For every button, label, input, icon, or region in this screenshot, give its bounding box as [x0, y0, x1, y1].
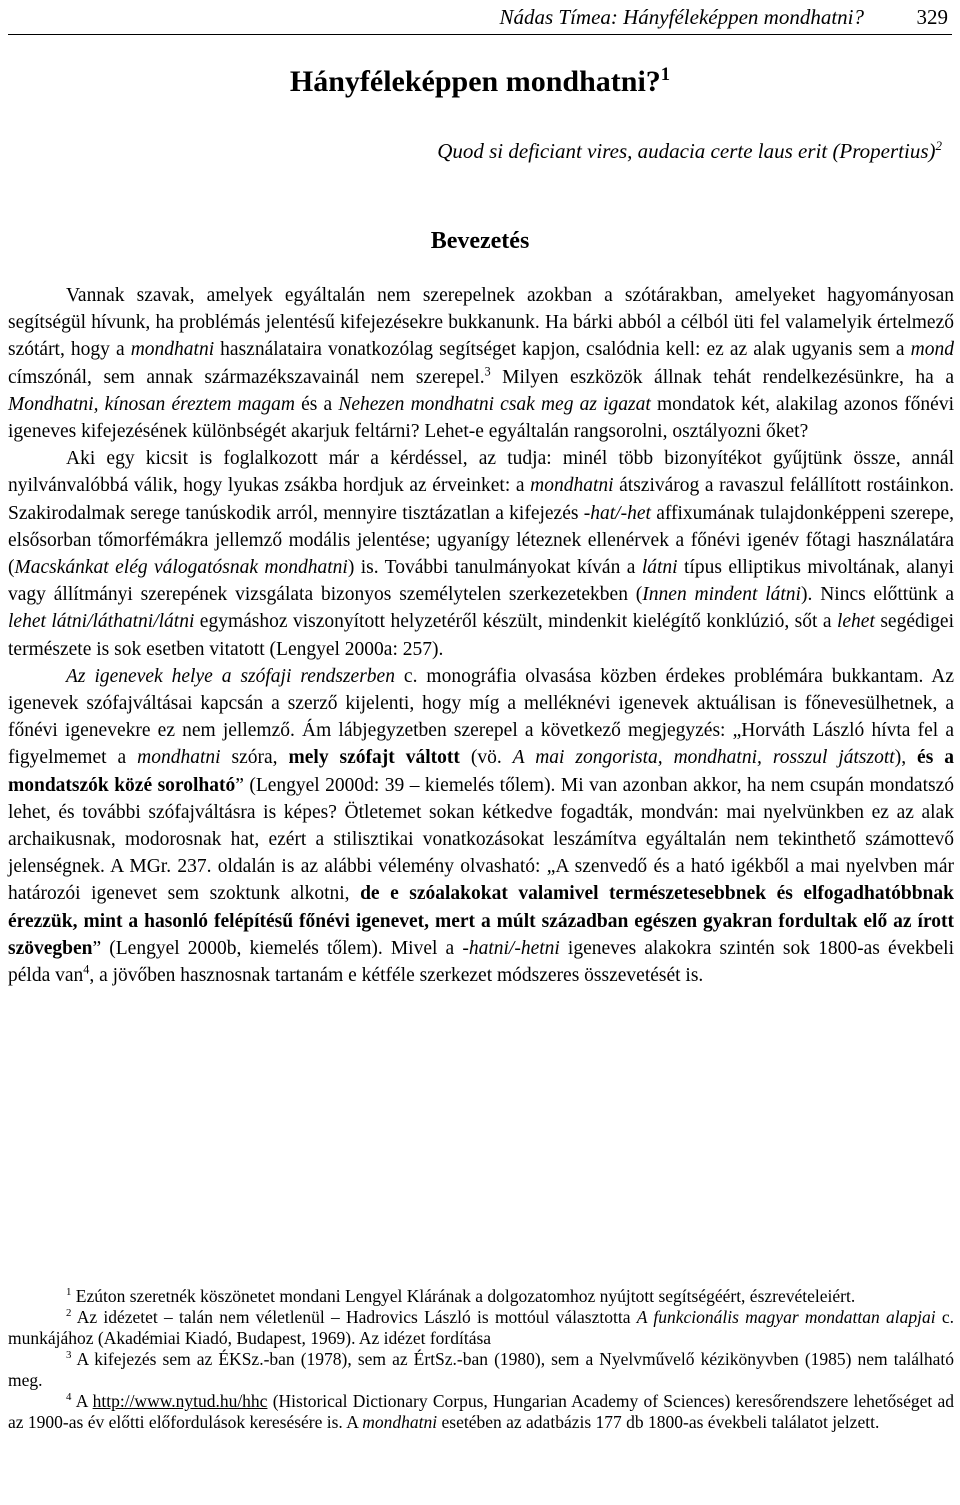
paragraph-2	[8, 445, 954, 663]
italic-run: Innen mindent látni	[642, 584, 801, 606]
bold-run: és a mondatszók közé sorolható	[8, 747, 955, 796]
text-run: c. monográfia olvasása közben érdekes problémára bukkantam. Az igenevek szófajváltásai kapcsán a szerző kijelenti, hogy míg a melléknévi igenevek aktuálisan is főnevesülhetnek, a főnévi igenevekre ez nem jellemző. Ám lábjegyzetben szerepel a következő megjegyzés: „Horváth László hívta fel a figyelmemet a	[8, 665, 954, 769]
text-run: átszivárog a ravaszul felállított rostáinkon. Szakirodalmak serege tanúskodik arról, mennyire tisztázatlan a kifejezés	[8, 475, 954, 524]
footnote-text: A	[75, 1391, 93, 1411]
text-run: szóra,	[220, 747, 289, 769]
italic-run: látni	[641, 557, 678, 579]
text-run: egymáshoz viszonyított helyzetéről készült, mindenkit kielégítő konklúzió, sőt a	[194, 611, 837, 633]
footnote-ref-1[interactable]: 1	[660, 64, 671, 85]
text-run: használataira vonatkozólag segítséget kapjon, csalódnia kell: ez az alak ugyanis sem a	[214, 339, 911, 361]
footnote-number: 4	[66, 1391, 72, 1404]
italic-run: Macskánkat elég válogatósnak mondhatni	[14, 557, 348, 579]
text-run: igeneves alakokra szintén sok 1800-as évekbeli példa van	[8, 937, 954, 987]
text-run: Milyen eszközök állnak tehát rendelkezésünkre, ha a	[490, 366, 954, 388]
running-header	[8, 2, 952, 35]
epigraph-text: Quod si deficiant vires, audacia certe laus erit (Propertius)	[437, 139, 936, 163]
text-run: (vö.	[459, 747, 513, 769]
article-title-text: Hányféleképpen mondhatni?	[289, 65, 661, 98]
footnote-number: 1	[66, 1286, 72, 1299]
text-run: ) is. További tanulmányokat kíván a	[347, 557, 642, 579]
footnote-ref-3[interactable]: 3	[484, 364, 491, 379]
text-run: ),	[894, 747, 918, 769]
page-number: 329	[916, 5, 948, 29]
italic-run: mondhatni	[530, 475, 614, 497]
text-run: , a jövőben hasznosnak tartanám e kétféle szerkezet módszeres összevetését is.	[89, 965, 704, 987]
epigraph	[0, 136, 942, 166]
bold-run: de e szóalakokat valamivel természetesebbnek és elfogadhatóbbnak érezzük, mint a hasonló felépítésű főnévi igenevet, mert a múlt században egészen gyakran fordultak elő az írott szövegben	[8, 883, 954, 959]
text-run: ). Nincs előttünk a	[800, 584, 954, 606]
footnote-ref-2[interactable]: 2	[935, 138, 942, 153]
text-run: mondatok két, alakilag azonos főnévi igeneves kifejezésének különbségét akarjuk feltárni? Lehet-e egyáltalán rangsorolni, osztályozni őket?	[8, 393, 955, 443]
article-title	[0, 62, 960, 102]
italic-run: lehet	[836, 611, 875, 633]
italic-run: Az igenevek helye a szófaji rendszerben	[66, 665, 395, 687]
italic-run: lehet látni/láthatni/látni	[8, 611, 195, 633]
body-text	[8, 282, 954, 989]
footnotes	[8, 1286, 954, 1433]
footnote-3	[8, 1349, 954, 1391]
paragraph-3	[8, 663, 954, 989]
italic-run: mondhatni	[137, 747, 221, 769]
footnote-4	[8, 1391, 954, 1433]
paragraph-1	[8, 282, 954, 445]
italic-run: mondhatni	[362, 1412, 438, 1432]
italic-run: Nehezen mondhatni csak meg az igazat	[338, 393, 651, 415]
footnote-text: esetében az adatbázis 177 db 1800-as évekbeli találatot jelzett.	[437, 1412, 880, 1432]
text-run: Aki egy kicsit is foglalkozott már a kérdéssel, az tudja: minél több bizonyítékot gyűjtünk össze, annál nyilvánvalóbbá válik, hogy lyukas zsákba hordjuk az érveinket: a	[8, 448, 954, 497]
text-run: és a	[294, 393, 339, 415]
italic-run: A mai zongorista, mondhatni, rosszul játszott	[512, 747, 895, 769]
italic-run: Mondhatni, kínosan éreztem magam	[8, 393, 295, 415]
footnote-text: A kifejezés sem az ÉKSz.-ban (1978), sem az ÉrtSz.-ban (1980), sem a Nyelvművelő kézikönyvben (1985) nem található meg.	[8, 1349, 954, 1390]
bold-run: mely szófajt váltott	[288, 747, 460, 769]
text-run: ” (Lengyel 2000b, kiemelés tőlem). Mivel a	[92, 937, 463, 959]
footnote-text: Az idézetet – talán nem véletlenül – Hadrovics László is mottóul választotta	[76, 1307, 637, 1327]
running-title: Nádas Tímea: Hányféleképpen mondhatni?	[499, 5, 864, 29]
footnote-number: 3	[66, 1349, 72, 1362]
text-run: címszónál, sem annak származékszavainál nem szerepel.	[8, 366, 485, 388]
hhc-link[interactable]: http://www.nytud.hu/hhc	[92, 1391, 268, 1411]
text-run: típus elliptikus mivoltának, alanyi vagy állítmányi szerepének vizsgálata bizonyos személytelen szerkezetekben (	[8, 557, 954, 606]
italic-run: -hat/-het	[583, 502, 651, 524]
italic-run: mondhatni	[130, 339, 215, 361]
text-run: affixumának tulajdonképpeni szerepe, elsősorban tőmorfémákra jellemző modális jelentése; ugyanígy léteznek ellenérvek a főnévi igenév főtagi használatára (	[8, 502, 954, 579]
text-run: ” (Lengyel 2000d: 39 – kiemelés tőlem). Mi van azonban akkor, ha nem csupán mondatszó lehet, és további szófajváltásra is képes? Ötletemet sokan kétkedve fogadták, mondván: mai nyelvünkben ez az alak archaikusnak, modorosnak hat, ezért a stilisztikai vonatkozásokat leszámítva egyáltalán nem tekinthető számottevő jelenségnek. A MGr. 237. oldalán is az alábbi vélemény olvasható: „A szenvedő és a ható igékből a mai nyelvben már határozói igenevet sem szoktunk alkotni,	[8, 774, 954, 905]
italic-run: -hatni/-hetni	[462, 937, 560, 959]
footnote-1	[8, 1286, 954, 1307]
italic-run: mond	[910, 339, 954, 361]
footnote-number: 2	[66, 1307, 72, 1320]
section-heading: Bevezetés	[430, 228, 530, 254]
footnote-text: (Historical Dictionary Corpus, Hungarian Academy of Sciences) keresőrendszere lehetőséget ad az 1900-as év előtti előfordulások keresésére is. A	[8, 1391, 954, 1432]
footnote-text: c. munkájához (Akadémiai Kiadó, Budapest, 1969). Az idézet fordítása	[8, 1307, 954, 1348]
footnote-ref-4[interactable]: 4	[83, 962, 90, 977]
footnote-2	[8, 1307, 954, 1349]
footnote-text: Ezúton szeretnék köszönetet mondani Lengyel Klárának a dolgozatomhoz nyújtott segítségéért, észrevételeiért.	[75, 1286, 856, 1306]
text-run: Vannak szavak, amelyek egyáltalán nem szerepelnek azokban a szótárakban, amelyeket hagyományosan segítségül hívunk, ha problémás jelentésű kifejezésekre bukkanunk. Ha bárki abból a célból üti fel valamelyik értelmező szótárt, hogy a	[8, 285, 954, 361]
italic-run: A funkcionális magyar mondattan alapjai	[636, 1307, 936, 1327]
text-run: segédigei természete is sok esetben vitatott (Lengyel 2000a: 257).	[8, 611, 954, 660]
